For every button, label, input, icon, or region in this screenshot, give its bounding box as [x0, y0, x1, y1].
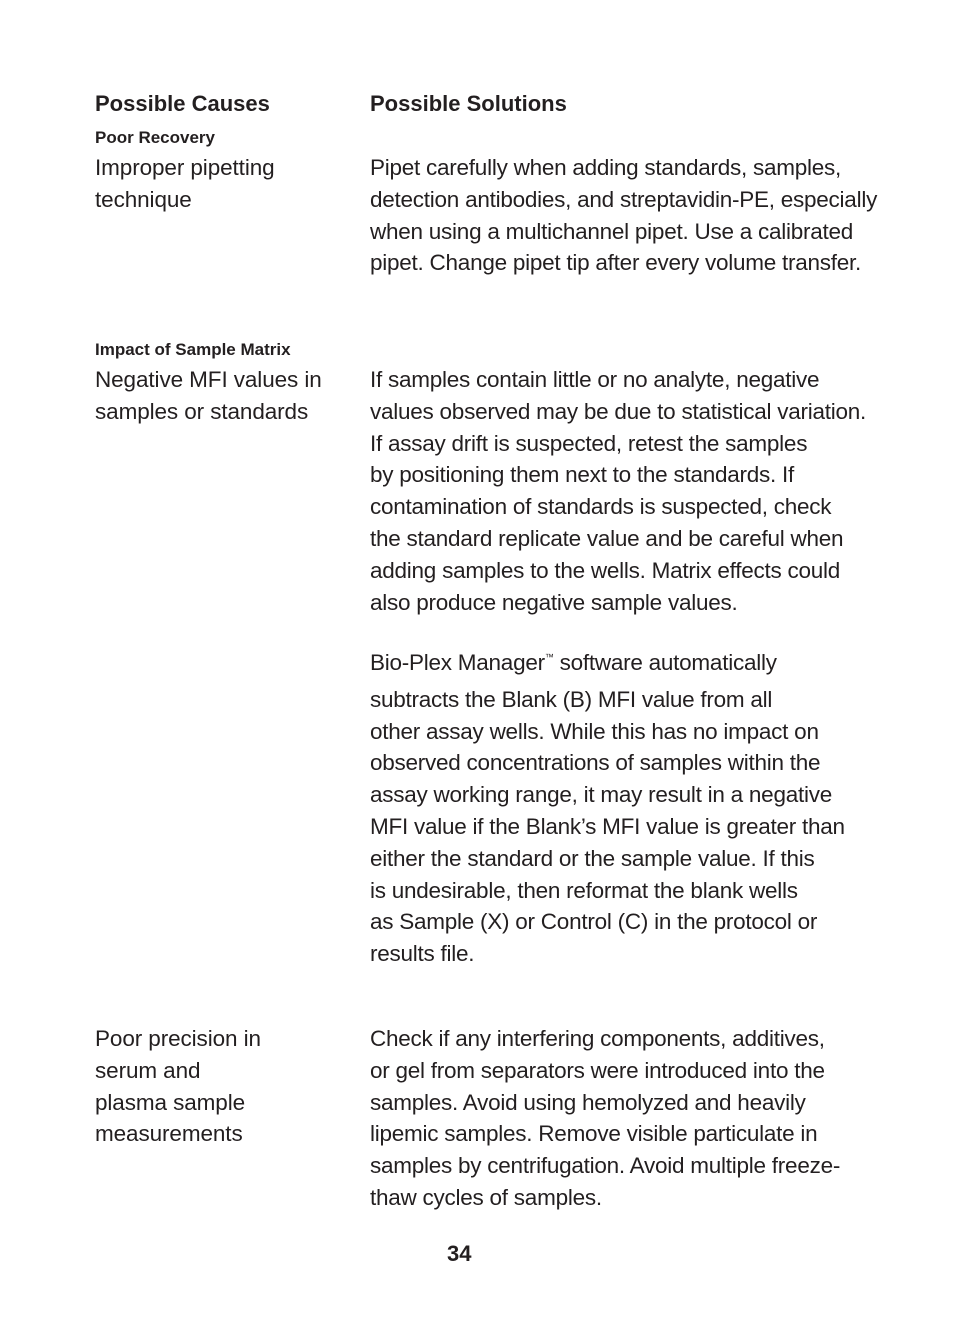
- cause-improper-pipetting: [95, 152, 275, 216]
- solution-line: is undesirable, then reformat the blank wells: [370, 877, 798, 903]
- solution-line: contamination of standards is suspected, check: [370, 494, 832, 520]
- solution-line: as Sample (X) or Control (C) in the protocol or: [370, 909, 818, 935]
- cause-negative-mfi: [95, 364, 322, 428]
- cause-line: Negative MFI values in: [95, 367, 322, 392]
- solution-negative-mfi-paragraph-1: [370, 364, 866, 618]
- solution-line: If samples contain little or no analyte, negative: [370, 367, 820, 392]
- solution-line: If assay drift is suspected, retest the samples: [370, 430, 808, 456]
- cause-line: serum and: [95, 1057, 201, 1083]
- solution-line: Check if any interfering components, additives,: [370, 1026, 825, 1051]
- causes-header: Possible Causes: [95, 91, 270, 116]
- solution-line-text: software automatically: [559, 650, 777, 675]
- solution-line: MFI value if the Blank’s MFI value is greater than: [370, 813, 845, 839]
- solution-line: thaw cycles of samples.: [370, 1184, 602, 1210]
- solution-line: the standard replicate value and be careful when: [370, 525, 844, 551]
- cause-line: Improper pipetting: [95, 155, 275, 180]
- cause-line: measurements: [95, 1121, 243, 1147]
- solution-line: detection antibodies, and streptavidin-PE, especially: [370, 186, 878, 212]
- solutions-header: Possible Solutions: [370, 91, 567, 116]
- solution-poor-precision: [370, 1023, 840, 1214]
- solution-line: values observed may be due to statistical variation.: [370, 398, 867, 424]
- solution-line: samples. Avoid using hemolyzed and heavily: [370, 1089, 806, 1115]
- solution-line: by positioning them next to the standards. If: [370, 462, 795, 488]
- solution-line: subtracts the Blank (B) MFI value from all: [370, 686, 773, 712]
- cause-line: plasma sample: [95, 1089, 246, 1115]
- solution-line: samples by centrifugation. Avoid multiple freeze-: [370, 1153, 841, 1179]
- solution-line: when using a multichannel pipet. Use a calibrated: [370, 218, 854, 244]
- solution-line: [370, 647, 845, 684]
- solution-line: assay working range, it may result in a negative: [370, 782, 832, 808]
- solution-line: pipet. Change pipet tip after every volume transfer.: [370, 250, 862, 276]
- solution-negative-mfi-paragraph-2: [370, 647, 845, 970]
- section-title-poor-recovery: Poor Recovery: [95, 128, 215, 147]
- solution-line: or gel from separators were introduced into the: [370, 1057, 825, 1083]
- product-name: Bio-Plex Manager: [370, 650, 545, 675]
- solution-line: other assay wells. While this has no impact on: [370, 718, 819, 744]
- solution-line: adding samples to the wells. Matrix effects could: [370, 557, 841, 583]
- solution-line: also produce negative sample values.: [370, 589, 738, 615]
- cause-line: technique: [95, 186, 192, 212]
- solution-line: Pipet carefully when adding standards, samples,: [370, 155, 842, 180]
- trademark-symbol: ™: [544, 652, 554, 662]
- section-title-impact-of-sample-matrix: Impact of Sample Matrix: [95, 340, 291, 359]
- solution-improper-pipetting: [370, 152, 877, 279]
- solution-line: observed concentrations of samples within the: [370, 750, 821, 776]
- solution-line: lipemic samples. Remove visible particulate in: [370, 1121, 818, 1147]
- cause-line: Poor precision in: [95, 1026, 261, 1051]
- cause-poor-precision: [95, 1023, 261, 1150]
- cause-line: samples or standards: [95, 398, 309, 424]
- page-number: 34: [447, 1241, 472, 1266]
- solution-line: results file.: [370, 941, 475, 967]
- solution-line: either the standard or the sample value. If this: [370, 845, 815, 871]
